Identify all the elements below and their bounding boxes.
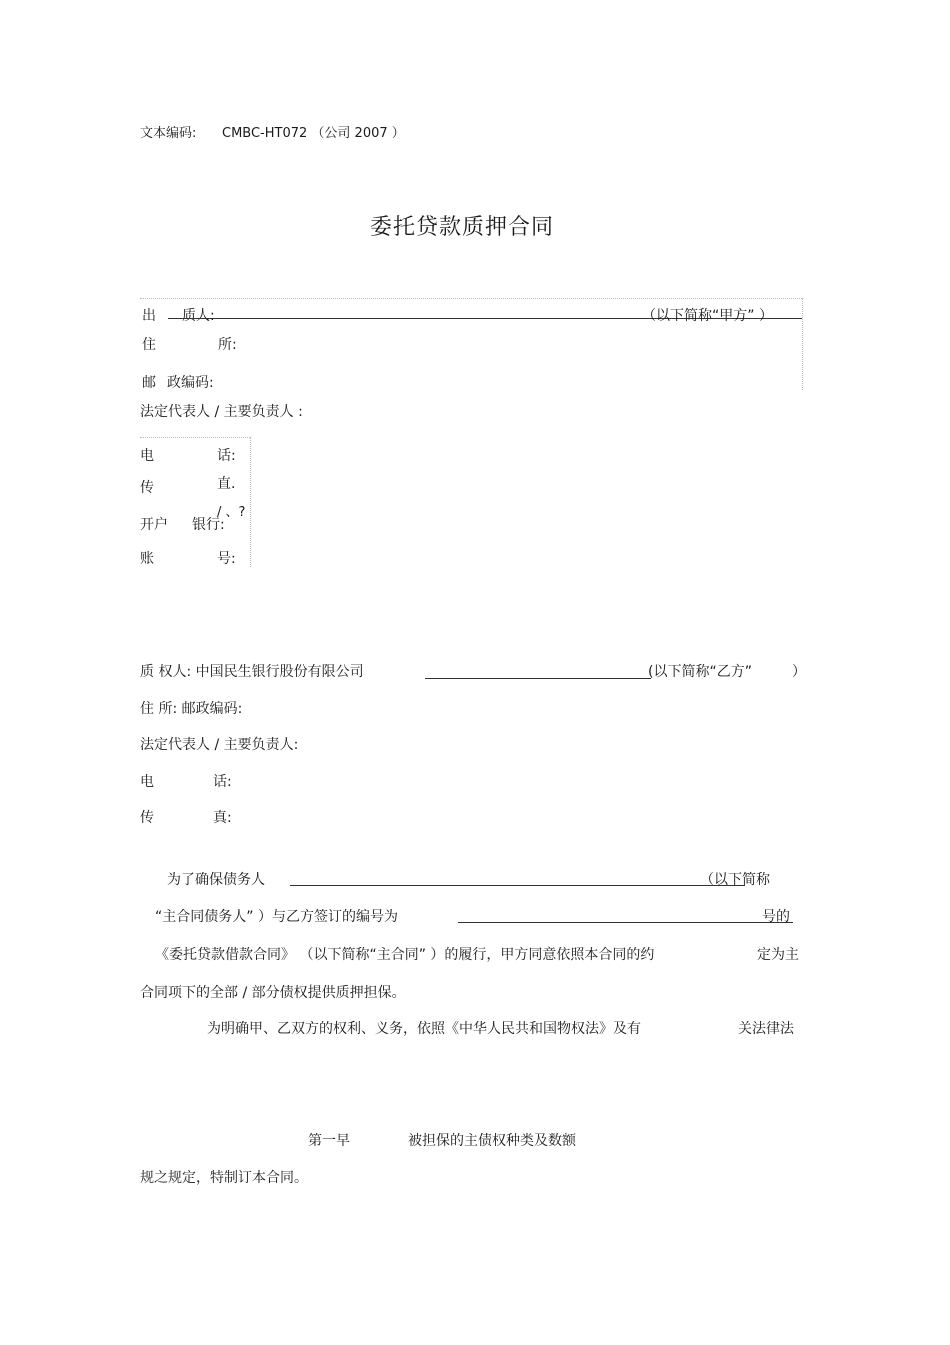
pledgor-address-label-2: 所: [218, 337, 237, 353]
pledgor-account-label-1: 账 [140, 551, 154, 567]
pledgee-name-underline [425, 678, 651, 679]
pledgor-label-2: 质人: [182, 308, 215, 324]
paragraph-1-start: 为了确保债务人 [167, 872, 265, 888]
pledgee-legal-rep-label: 法定代表人 / 主要负责人: [140, 737, 299, 753]
pledgor-stray-mark: / 、? [217, 505, 246, 520]
pledgor-account-label-2: 号: [217, 551, 236, 567]
pledgee-fax-label-1: 传 [140, 810, 154, 826]
pledgee-phone-label-2: 话: [213, 774, 232, 790]
debtor-underline [290, 885, 745, 886]
paragraph-6: 规之规定，特制订本合同。 [140, 1170, 308, 1186]
paragraph-4: 合同项下的全部 / 部分债权提供质押担保。 [140, 985, 406, 1001]
chapter-number: 第一早 [308, 1133, 350, 1149]
paragraph-1-end: （以下简称 [700, 872, 770, 888]
paragraph-3-end: 定为主 [757, 947, 799, 963]
pledgor-phone-label-1: 电 [140, 448, 154, 464]
pledgor-label-1: 出 [142, 308, 156, 324]
pledgor-fax-label-2: 直. [217, 476, 236, 492]
pledgor-address-label-1: 住 [142, 337, 156, 353]
chapter-title: 被担保的主债权种类及数额 [408, 1133, 576, 1149]
pledgee-short-name-close: ） [792, 664, 806, 680]
pledgor-legal-rep-label: 法定代表人 / 主要负责人 : [140, 404, 303, 420]
contact-box-top [140, 437, 250, 438]
pledgor-phone-label-2: 话: [217, 448, 236, 464]
pledgor-fax-label-1: 传 [140, 480, 154, 496]
pledgee-short-name: (以下简称“乙方” [648, 664, 752, 680]
paragraph-2-end: 号的 [762, 909, 790, 925]
pledgee-phone-label-1: 电 [140, 774, 154, 790]
pledgee-address-line: 住 所: 邮政编码: [140, 701, 243, 717]
document-code-label: 文本编码: [140, 126, 197, 141]
pledgor-bank-label-2: 银行: [192, 517, 225, 533]
paragraph-5: 为明确甲、乙双方的权利、义务，依照《中华人民共和国物权法》及有 [207, 1021, 641, 1037]
pledgor-box-right [802, 298, 803, 390]
paragraph-3: 《委托贷款借款合同》 （以下简称“主合同” ）的履行，甲方同意依照本合同的约 [155, 947, 655, 963]
pledgee-name-line: 质 权人: 中国民生银行股份有限公司 [140, 664, 364, 680]
pledgor-bank-label-1: 开户 [140, 517, 168, 533]
pledgor-box-top [140, 298, 802, 299]
pledgor-short-name: （以下简称“甲方” ） [642, 308, 773, 324]
document-code-value: CMBC-HT072 （公司 2007 ） [222, 126, 405, 141]
paragraph-2-start: “主合同债务人” ）与乙方签订的编号为 [155, 909, 398, 925]
pledgor-postcode-label-2: 政编码: [167, 375, 214, 391]
paragraph-5-end: 关法律法 [738, 1021, 794, 1037]
pledgor-postcode-label-1: 邮 [142, 375, 156, 391]
contract-number-underline [458, 922, 793, 923]
document-title: 委托贷款质押合同 [370, 215, 555, 240]
pledgee-fax-label-2: 真: [213, 810, 232, 826]
contact-box-right [250, 437, 251, 567]
